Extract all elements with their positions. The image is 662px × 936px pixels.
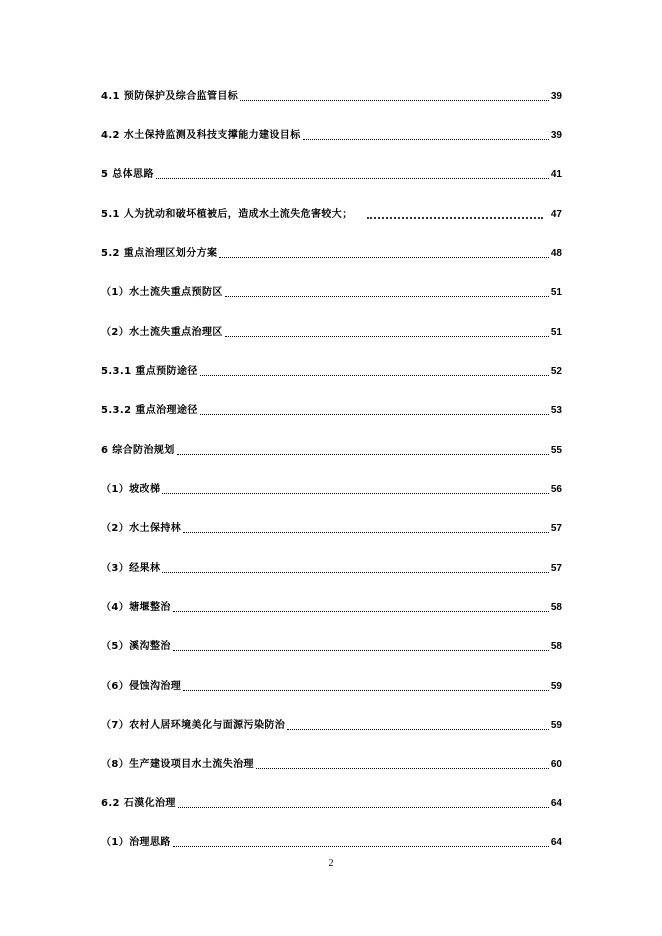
toc-entry[interactable] xyxy=(101,634,562,654)
toc-entry-title: 5.2 重点治理区划分方案 xyxy=(101,248,218,259)
toc-entry-page: 53 xyxy=(550,405,562,416)
toc-entry-page: 58 xyxy=(550,602,562,613)
toc-entry-page: 59 xyxy=(550,720,562,731)
toc-dot-leader xyxy=(173,846,549,847)
toc-entry-page: 48 xyxy=(550,248,562,259)
toc-entry-page: 51 xyxy=(550,327,562,338)
toc-dot-leader xyxy=(225,336,549,337)
toc-entry-title: 5.1 人为扰动和破坏植被后，造成水土流失危害较大； xyxy=(101,209,353,220)
toc-entry[interactable] xyxy=(101,280,562,300)
toc-dot-leader xyxy=(156,178,549,179)
toc-entry[interactable] xyxy=(101,320,562,340)
toc-entry-title: （4）塘堰整治 xyxy=(101,602,171,613)
toc-entry-title: （1）坡改梯 xyxy=(101,484,161,495)
page-number: 2 xyxy=(328,858,334,869)
toc-dot-leader xyxy=(367,217,543,219)
toc-entry-page: 41 xyxy=(550,169,562,180)
toc-dot-leader xyxy=(183,532,549,533)
toc-entry-title: 5.3.2 重点治理途径 xyxy=(101,405,198,416)
toc-entry-page: 47 xyxy=(550,209,562,220)
toc-entry-title: 4.1 预防保护及综合监管目标 xyxy=(101,91,239,102)
toc-entry-title: （2）水土保持林 xyxy=(101,523,182,534)
toc-entry-title: （6）侵蚀沟治理 xyxy=(101,681,182,692)
toc-dot-leader xyxy=(287,729,549,730)
toc-entry-page: 39 xyxy=(550,130,562,141)
toc-entry[interactable] xyxy=(101,477,562,497)
toc-entry-title: （8）生产建设项目水土流失治理 xyxy=(101,759,254,770)
toc-entry[interactable] xyxy=(101,713,562,733)
toc-dot-leader xyxy=(178,807,549,808)
toc-dot-leader xyxy=(256,768,549,769)
toc-entry-title: （7）农村人居环境美化与面源污染防治 xyxy=(101,720,286,731)
toc-entry[interactable] xyxy=(101,791,562,811)
toc-entry-title: （3）经果林 xyxy=(101,563,161,574)
toc-entry-title: 6 综合防治规划 xyxy=(101,445,175,456)
toc-dot-leader xyxy=(240,100,549,101)
toc-dot-leader xyxy=(177,454,549,455)
toc-dot-leader xyxy=(173,611,549,612)
toc-entry-page: 55 xyxy=(550,445,562,456)
toc-entry[interactable] xyxy=(101,398,562,418)
toc-entry-page: 57 xyxy=(550,523,562,534)
toc-entry[interactable] xyxy=(101,359,562,379)
toc-entry-page: 56 xyxy=(550,484,562,495)
toc-dot-leader xyxy=(162,572,549,573)
toc-dot-leader xyxy=(183,690,549,691)
toc-entry-page: 60 xyxy=(550,759,562,770)
toc-entry-page: 39 xyxy=(550,91,562,102)
toc-entry-page: 51 xyxy=(550,287,562,298)
toc-entry-page: 64 xyxy=(550,837,562,848)
toc-entry[interactable] xyxy=(101,830,562,850)
toc-dot-leader xyxy=(173,650,549,651)
toc-entry-title: 4.2 水土保持监测及科技支撑能力建设目标 xyxy=(101,130,301,141)
toc-entry[interactable] xyxy=(101,241,562,261)
toc-entry[interactable] xyxy=(101,674,562,694)
toc-dot-leader xyxy=(162,493,549,494)
toc-entry[interactable] xyxy=(101,516,562,536)
toc-dot-leader xyxy=(200,414,549,415)
toc-entry-page: 52 xyxy=(550,366,562,377)
toc-entry[interactable] xyxy=(101,438,562,458)
toc-dot-leader xyxy=(200,375,549,376)
toc-entry[interactable] xyxy=(101,162,562,182)
toc-entry-title: （5）溪沟整治 xyxy=(101,641,171,652)
toc-entry-title: （1）治理思路 xyxy=(101,837,171,848)
toc-entry-title: （2）水土流失重点治理区 xyxy=(101,327,223,338)
toc-dot-leader xyxy=(303,139,549,140)
toc-entry-title: 5 总体思路 xyxy=(101,169,154,180)
toc-entry-page: 57 xyxy=(550,563,562,574)
toc-entry-title: 5.3.1 重点预防途径 xyxy=(101,366,198,377)
toc-entry-page: 59 xyxy=(550,681,562,692)
toc-entry[interactable] xyxy=(101,123,562,143)
toc-entry-page: 64 xyxy=(550,798,562,809)
toc-entry[interactable] xyxy=(101,556,562,576)
toc-entry[interactable] xyxy=(101,752,562,772)
toc-entry-title: （1）水土流失重点预防区 xyxy=(101,287,223,298)
toc-entry-title: 6.2 石漠化治理 xyxy=(101,798,176,809)
toc-dot-leader xyxy=(219,257,548,258)
toc-entry-page: 58 xyxy=(550,641,562,652)
toc-entry[interactable] xyxy=(101,202,562,222)
toc-entry[interactable] xyxy=(101,84,562,104)
toc-entry[interactable] xyxy=(101,595,562,615)
toc-dot-leader xyxy=(225,296,549,297)
